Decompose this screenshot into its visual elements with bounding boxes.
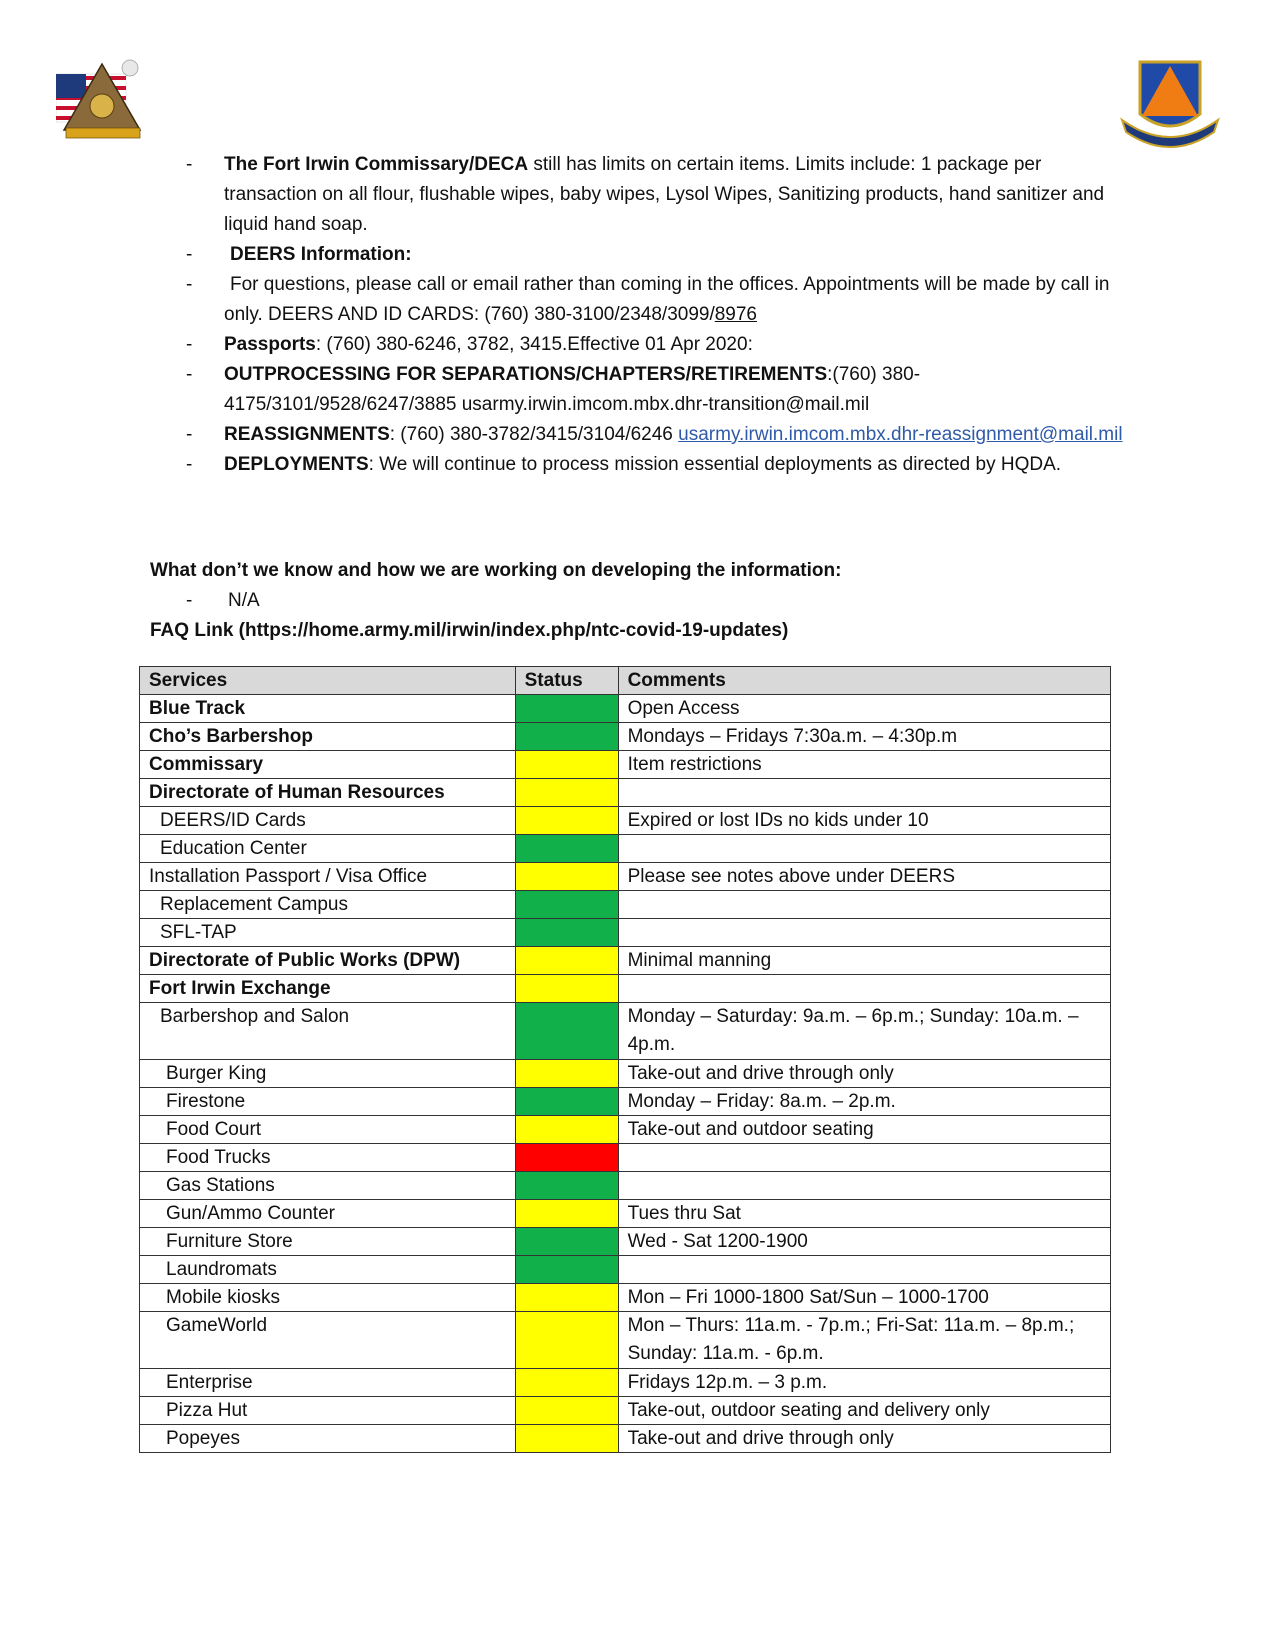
services-status-table [139, 666, 1111, 1453]
comment-cell: Item restrictions [618, 751, 1110, 779]
status-cell [515, 975, 618, 1003]
table-row [140, 835, 1111, 863]
service-name: DEERS/ID Cards [140, 807, 516, 835]
reassignments-label: REASSIGNMENTS [224, 424, 390, 445]
table-row [140, 1397, 1111, 1425]
bullet-dash: - [186, 154, 193, 175]
table-row [140, 695, 1111, 723]
deployments-text: : We will continue to process mission essential deployments as directed by HQDA. [368, 454, 1062, 475]
service-name: Gas Stations [140, 1172, 516, 1200]
status-cell [515, 835, 618, 863]
faq-link: FAQ Link (https://home.army.mil/irwin/index.php/ntc-covid-19-updates) [150, 620, 789, 641]
status-cell [515, 751, 618, 779]
comment-cell [618, 1144, 1110, 1172]
commissary-bullet [186, 150, 1136, 240]
status-cell [515, 1060, 618, 1088]
comment-cell: Fridays 12p.m. – 3 p.m. [618, 1369, 1110, 1397]
table-row [140, 1425, 1111, 1453]
status-cell [515, 807, 618, 835]
service-name: GameWorld [140, 1312, 516, 1369]
passports-bullet [186, 330, 1136, 360]
comment-cell: Take-out and drive through only [618, 1425, 1110, 1453]
table-row [140, 1088, 1111, 1116]
status-cell [515, 891, 618, 919]
table-row [140, 975, 1111, 1003]
service-name: Gun/Ammo Counter [140, 1200, 516, 1228]
comment-cell [618, 919, 1110, 947]
service-name: Laundromats [140, 1256, 516, 1284]
phone-extension: 8976 [714, 304, 758, 325]
table-row [140, 891, 1111, 919]
service-name: Pizza Hut [140, 1397, 516, 1425]
status-cell [515, 695, 618, 723]
comment-cell: Open Access [618, 695, 1110, 723]
service-name: Directorate of Human Resources [140, 779, 516, 807]
reassignment-email-link[interactable]: usarmy.irwin.imcom.mbx.dhr-reassignment@mail.mil [678, 424, 1123, 445]
service-name: Food Trucks [140, 1144, 516, 1172]
status-cell [515, 1284, 618, 1312]
service-name: Directorate of Public Works (DPW) [140, 947, 516, 975]
service-name: Replacement Campus [140, 891, 516, 919]
table-row [140, 863, 1111, 891]
bullet-dash: - [186, 274, 193, 295]
table-row [140, 1369, 1111, 1397]
service-name: Burger King [140, 1060, 516, 1088]
table-row [140, 1284, 1111, 1312]
service-name: Installation Passport / Visa Office [140, 863, 516, 891]
comment-cell: Take-out and drive through only [618, 1060, 1110, 1088]
status-cell [515, 1003, 618, 1060]
comment-cell: Mon – Fri 1000-1800 Sat/Sun – 1000-1700 [618, 1284, 1110, 1312]
service-name: Food Court [140, 1116, 516, 1144]
table-row [140, 1256, 1111, 1284]
service-name: Furniture Store [140, 1228, 516, 1256]
outprocessing-text: :(760) 380-4175/3101/9528/6247/3885 usarmy.irwin.imcom.mbx.dhr-transition@mail.mil [224, 364, 921, 415]
comment-cell: Mondays – Fridays 7:30a.m. – 4:30p.m [618, 723, 1110, 751]
comment-cell [618, 1256, 1110, 1284]
service-name: Education Center [140, 835, 516, 863]
unknown-heading: What don’t we know and how we are working on developing the information: [150, 560, 842, 581]
unknown-item-text: N/A [228, 590, 260, 611]
bullet-dash: - [186, 334, 193, 355]
header-comments: Comments [618, 667, 1110, 695]
service-name: Cho’s Barbershop [140, 723, 516, 751]
bullet-list [186, 150, 1136, 480]
status-cell [515, 779, 618, 807]
status-cell [515, 1116, 618, 1144]
deers-label: DEERS Information: [230, 244, 412, 265]
deers-bullet [186, 240, 1136, 270]
table-row [140, 1172, 1111, 1200]
comment-cell: Please see notes above under DEERS [618, 863, 1110, 891]
status-cell [515, 1397, 618, 1425]
status-cell [515, 1088, 618, 1116]
header-services: Services [140, 667, 516, 695]
service-name: Commissary [140, 751, 516, 779]
bullet-dash: - [186, 364, 193, 385]
table-row [140, 807, 1111, 835]
status-cell [515, 1369, 618, 1397]
status-cell [515, 1312, 618, 1369]
table-row [140, 947, 1111, 975]
deployments-label: DEPLOYMENTS [224, 454, 369, 475]
comment-cell: Take-out, outdoor seating and delivery only [618, 1397, 1110, 1425]
comment-cell: Wed - Sat 1200-1900 [618, 1228, 1110, 1256]
service-name: SFL-TAP [140, 919, 516, 947]
status-cell [515, 863, 618, 891]
reassignments-text: : (760) 380-3782/3415/3104/6246 [389, 424, 679, 445]
header-status: Status [515, 667, 618, 695]
questions-bullet [186, 270, 1136, 330]
table-row [140, 1228, 1111, 1256]
comment-cell [618, 975, 1110, 1003]
table-row [140, 723, 1111, 751]
comment-cell [618, 891, 1110, 919]
passports-text: : (760) 380-6246, 3782, 3415.Effective 01 Apr 2020: [315, 334, 753, 355]
unknown-item [186, 590, 260, 612]
table-header-row [140, 667, 1111, 695]
bullet-dash: - [186, 244, 193, 265]
commissary-text: still has limits on certain items. Limits include: 1 package per transaction on all flour, flushable wipes, baby wipes, Lysol Wipes, Sanitizing products, hand sanitizer and liquid hand soap. [224, 154, 1105, 235]
table-row [140, 779, 1111, 807]
service-name: Blue Track [140, 695, 516, 723]
table-row [140, 1200, 1111, 1228]
passports-label: Passports [224, 334, 316, 355]
status-cell [515, 1144, 618, 1172]
comment-cell: Minimal manning [618, 947, 1110, 975]
service-name: Fort Irwin Exchange [140, 975, 516, 1003]
status-cell [515, 919, 618, 947]
comment-cell [618, 835, 1110, 863]
comment-cell: Take-out and outdoor seating [618, 1116, 1110, 1144]
lead-train-win-crest [1118, 58, 1222, 150]
ntc-logo [56, 56, 148, 140]
status-cell [515, 1172, 618, 1200]
comment-cell: Mon – Thurs: 11a.m. - 7p.m.; Fri-Sat: 11a.m. – 8p.m.; Sunday: 11a.m. - 6p.m. [618, 1312, 1110, 1369]
comment-cell: Expired or lost IDs no kids under 10 [618, 807, 1110, 835]
status-cell [515, 1228, 618, 1256]
deployments-bullet [186, 450, 1136, 480]
service-name: Mobile kiosks [140, 1284, 516, 1312]
table-row [140, 751, 1111, 779]
comment-cell: Monday – Saturday: 9a.m. – 6p.m.; Sunday: 10a.m. – 4p.m. [618, 1003, 1110, 1060]
table-row [140, 1116, 1111, 1144]
outprocessing-bullet [186, 360, 1136, 420]
questions-text: For questions, please call or email rather than coming in the offices. Appointments will be made by call in only. DEERS AND ID CARDS: (760) 380-3100/2348/3099/ [224, 274, 1110, 325]
status-cell [515, 1200, 618, 1228]
bullet-dash: - [186, 590, 193, 611]
table-row [140, 1144, 1111, 1172]
commissary-label: The Fort Irwin Commissary/DECA [224, 154, 529, 175]
status-cell [515, 723, 618, 751]
service-name: Popeyes [140, 1425, 516, 1453]
comment-cell [618, 779, 1110, 807]
comment-cell: Tues thru Sat [618, 1200, 1110, 1228]
comment-cell: Monday – Friday: 8a.m. – 2p.m. [618, 1088, 1110, 1116]
status-cell [515, 1425, 618, 1453]
comment-cell [618, 1172, 1110, 1200]
reassignments-bullet [186, 420, 1136, 450]
status-cell [515, 947, 618, 975]
table-row [140, 1003, 1111, 1060]
table-row [140, 1060, 1111, 1088]
bullet-dash: - [186, 424, 193, 445]
service-name: Firestone [140, 1088, 516, 1116]
service-name: Enterprise [140, 1369, 516, 1397]
status-cell [515, 1256, 618, 1284]
bullet-dash: - [186, 454, 193, 475]
table-row [140, 1312, 1111, 1369]
outprocessing-label: OUTPROCESSING FOR SEPARATIONS/CHAPTERS/RETIREMENTS [224, 364, 828, 385]
table-row [140, 919, 1111, 947]
service-name: Barbershop and Salon [140, 1003, 516, 1060]
